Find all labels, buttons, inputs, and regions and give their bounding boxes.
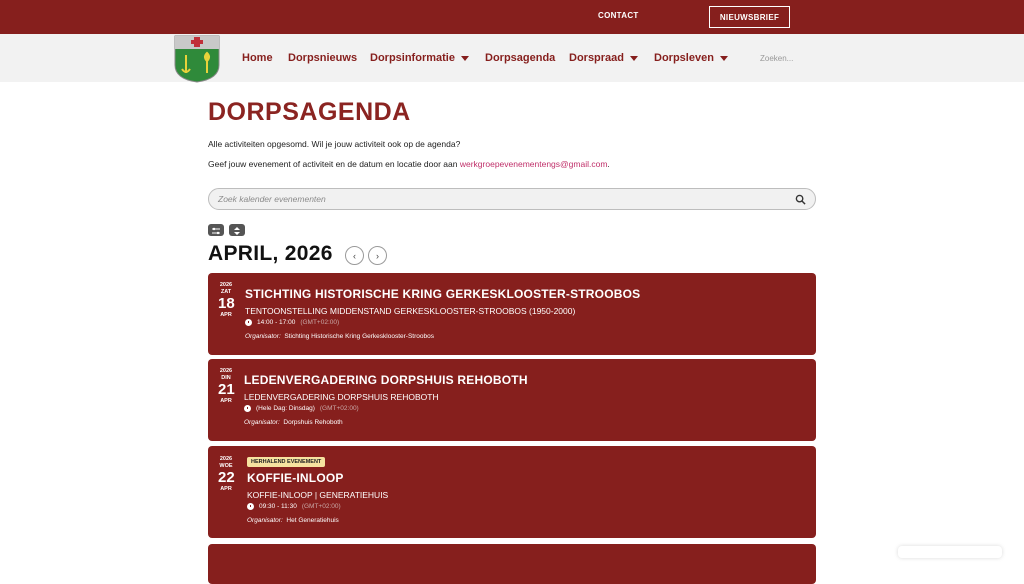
event-year: 2026 bbox=[219, 456, 233, 462]
event-time-text: 09:30 - 11:30 bbox=[259, 503, 297, 510]
sort-toggle-button[interactable] bbox=[229, 224, 245, 236]
nav-dorpsinformatie-label: Dorpsinformatie bbox=[370, 52, 455, 64]
chevron-down-icon bbox=[630, 56, 638, 61]
event-weekday: DIN bbox=[221, 375, 231, 381]
organizer-name[interactable]: Dorpshuis Rehoboth bbox=[283, 419, 343, 426]
event-timezone: (GMT+02:00) bbox=[319, 405, 359, 412]
event-day: 22 bbox=[218, 469, 235, 486]
chevron-down-icon bbox=[720, 56, 728, 61]
clock-icon bbox=[247, 503, 254, 510]
event-timezone: (GMT+02:00) bbox=[300, 319, 340, 326]
nav-home[interactable] bbox=[242, 52, 273, 64]
month-label: APRIL, 2026 bbox=[208, 242, 333, 265]
event-month: APR bbox=[220, 486, 232, 492]
organizer-label: Organisator: bbox=[244, 419, 280, 426]
email-link[interactable]: werkgroepevenementengs@gmail.com bbox=[459, 159, 608, 169]
nav-dorpsagenda[interactable] bbox=[485, 52, 555, 64]
nav-home-label: Home bbox=[242, 52, 273, 64]
nav-dorpsleven[interactable] bbox=[654, 52, 728, 64]
organizer-label: Organisator: bbox=[245, 333, 281, 340]
nav-dorpsinformatie[interactable] bbox=[370, 52, 469, 64]
event-day: 21 bbox=[218, 381, 235, 398]
nav-dorspraad-label: Dorspraad bbox=[569, 52, 625, 64]
event-month: APR bbox=[220, 398, 232, 404]
event-day: 18 bbox=[218, 295, 235, 312]
search-icon[interactable] bbox=[795, 194, 806, 205]
event-title[interactable]: KOFFIE-INLOOP bbox=[247, 471, 344, 485]
nav-dorpsagenda-label: Dorpsagenda bbox=[485, 52, 556, 64]
organizer-name[interactable]: Het Generatiehuis bbox=[286, 517, 339, 524]
event-time bbox=[245, 319, 339, 326]
event-time bbox=[247, 503, 341, 510]
event-date bbox=[218, 456, 234, 493]
nav-dorpsleven-label: Dorpsleven bbox=[654, 52, 714, 64]
event-time bbox=[244, 405, 359, 412]
clock-icon bbox=[245, 319, 252, 326]
nav-dorpsnieuws[interactable] bbox=[288, 52, 357, 64]
event-time-text: (Hele Dag: Dinsdag) bbox=[256, 405, 315, 412]
site-search-input[interactable] bbox=[752, 46, 854, 70]
event-organizer bbox=[247, 517, 339, 524]
sort-icon bbox=[229, 225, 245, 237]
intro-contact-prefix: Geef jouw evenement of activiteit en de datum en locatie door aan bbox=[208, 159, 460, 169]
event-organizer bbox=[245, 333, 434, 340]
clock-icon bbox=[244, 405, 251, 412]
calendar-search-placeholder: Zoek kalender evenementen bbox=[218, 194, 326, 204]
nav-dorpsnieuws-label: Dorpsnieuws bbox=[288, 52, 358, 64]
newsletter-button[interactable]: NIEUWSBRIEF bbox=[709, 6, 790, 28]
event-card[interactable] bbox=[208, 359, 816, 441]
event-year: 2026 bbox=[219, 368, 233, 374]
event-title[interactable]: LEDENVERGADERING DORPSHUIS REHOBOTH bbox=[244, 373, 528, 387]
event-month: APR bbox=[220, 312, 232, 318]
event-subtitle: LEDENVERGADERING DORPSHUIS REHOBOTH bbox=[244, 392, 439, 402]
nav-dorspraad[interactable] bbox=[569, 52, 638, 64]
event-time-text: 14:00 - 17:00 bbox=[257, 319, 296, 326]
calendar-search-input[interactable] bbox=[208, 188, 816, 210]
organizer-name[interactable]: Stichting Historische Kring Gerkesklooster-Stroobos bbox=[284, 333, 434, 340]
chevron-down-icon bbox=[461, 56, 469, 61]
event-subtitle: KOFFIE-INLOOP | GENERATIEHUIS bbox=[247, 490, 389, 500]
filter-toggle-button[interactable] bbox=[208, 224, 224, 236]
sliders-icon bbox=[208, 225, 224, 237]
event-card[interactable] bbox=[208, 273, 816, 355]
intro-text: Alle activiteiten opgesomd. Wil je jouw activiteit ook op de agenda? bbox=[208, 139, 461, 149]
event-weekday: WOE bbox=[219, 463, 233, 469]
event-weekday: ZAT bbox=[220, 289, 232, 295]
event-subtitle: TENTOONSTELLING MIDDENSTAND GERKESKLOOSTER-STROOBOS (1950-2000) bbox=[245, 306, 576, 316]
event-year: 2026 bbox=[219, 282, 233, 288]
top-bar bbox=[0, 0, 1024, 34]
event-organizer bbox=[244, 419, 343, 426]
next-month-button[interactable] bbox=[368, 246, 387, 265]
page-title: DORPSAGENDA bbox=[208, 98, 411, 126]
event-card[interactable] bbox=[208, 544, 816, 584]
floating-widget[interactable] bbox=[898, 546, 1002, 558]
intro-contact-suffix: . bbox=[607, 159, 610, 169]
prev-month-button[interactable] bbox=[345, 246, 364, 265]
recurring-event-badge: HERHALEND EVENEMENT bbox=[247, 457, 325, 467]
site-search-placeholder: Zoeken... bbox=[760, 53, 794, 63]
event-date bbox=[218, 282, 234, 319]
event-timezone: (GMT+02:00) bbox=[301, 503, 341, 510]
organizer-label: Organisator: bbox=[247, 517, 283, 524]
intro-contact-text bbox=[208, 159, 610, 169]
event-date bbox=[218, 368, 234, 405]
village-logo[interactable] bbox=[174, 35, 220, 83]
event-title[interactable]: STICHTING HISTORISCHE KRING GERKESKLOOSTER-STROOBOS bbox=[245, 287, 641, 301]
chevron-right-icon: › bbox=[376, 250, 379, 261]
event-card[interactable] bbox=[208, 446, 816, 538]
contact-link[interactable]: CONTACT bbox=[598, 11, 639, 20]
chevron-left-icon: ‹ bbox=[353, 250, 356, 261]
